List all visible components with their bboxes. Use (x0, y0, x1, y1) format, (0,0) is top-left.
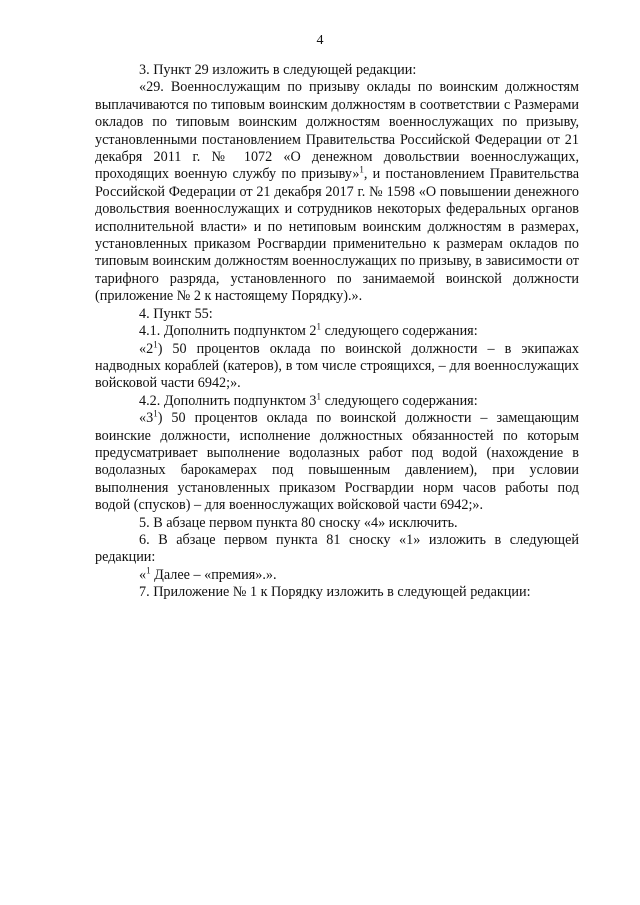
paragraph-subitem-3-1-text: «$3^1$) 50 процентов оклада по воинской должности – замещающим воинские должности, исполнение должностных обязанностей по которым предусматривает выполнение водолазных работ под водой (нахождение в водолазных барокамерах под повышенным давлением), при условии выполнения установленных приказом Росгвардии норм часов работы под водой (спусков) – для военнослужащих войсковой части 6942;». (95, 408, 579, 514)
paragraph-subitem-2-1-text: «$2^1$) 50 процентов оклада по воинской должности – в экипажах надводных кораблей (катеров), в том числе строящихся, – для военнослужащих войсковой части 6942;». (95, 338, 579, 392)
paragraph-item-3: 3. Пункт 29 изложить в следующей редакции: (139, 62, 417, 78)
paragraph-item-4-1: 4.1. Дополнить подпунктом $2^1$ следующего содержания: (139, 321, 478, 340)
page-number: 4 (316, 33, 324, 48)
footnote-marker: 1 (359, 164, 364, 175)
superscript: 1 (153, 408, 158, 419)
superscript: 1 (153, 338, 158, 349)
paragraph-item-29-text: «29. Военнослужащим по призыву оклады по воинским должностям выплачиваются по типовым воинским должностям в соответствии с Размерами окладов по типовым воинским должностям военнослужащих по призыву, установленными постановлением Правительства Российской Федерации от 21 декабря 2011 г. № 1072 «О денежном довольствии военнослужащих, проходящих военную службу по призыву»$^1$, и постановлением Правительства Российской Федерации от 21 декабря 2017 г. № 1598 «О повышении денежного довольствия военнослужащих и сотрудников некоторых федеральных органов исполнительной власти» и по нетиповым воинским должностям в размерах, установленных приказом Росгвардии применительно к размерам окладов по типовым воинским должностям военнослужащих по призыву, в зависимости от тарифного разряда, установленного по занимаемой воинской должности (приложение № 2 к настоящему Порядку).». (95, 79, 580, 305)
document-body (95, 62, 579, 602)
superscript: 1 (316, 321, 322, 332)
paragraph-footnote-text: «$^1$ Далее – «премия».». (139, 565, 277, 583)
paragraph-item-7: 7. Приложение № 1 к Порядку изложить в следующей редакции: (139, 584, 531, 601)
paragraph-item-4-2: 4.2. Дополнить подпунктом $3^1$ следующего содержания: (139, 390, 478, 409)
footnote-marker: 1 (146, 565, 151, 576)
superscript: 1 (316, 390, 322, 401)
paragraph-item-5: 5. В абзаце первом пункта 80 сноску «4» исключить. (139, 514, 458, 531)
paragraph-item-6: 6. В абзаце первом пункта 81 сноску «1» изложить в следующей редакции: (95, 531, 579, 566)
paragraph-item-4: 4. Пункт 55: (139, 305, 213, 322)
